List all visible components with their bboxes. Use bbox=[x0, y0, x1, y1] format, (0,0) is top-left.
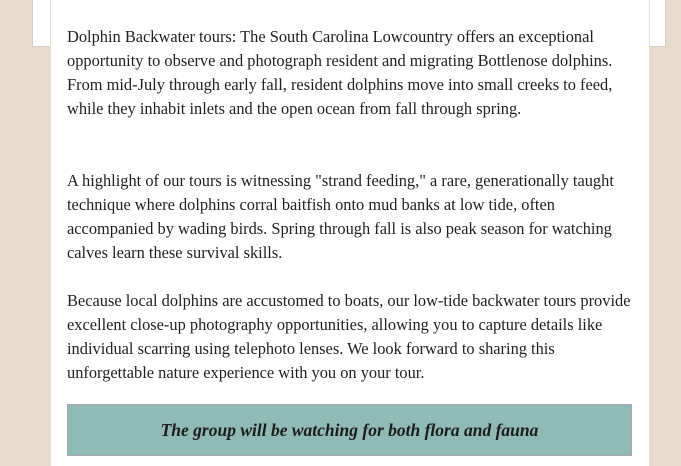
photography-paragraph: Because local dolphins are accustomed to boats, our low-tide backwater tours provide excellent close-up photography opportunities, allowing you to capture details like individual scarring using telephoto lenses. We look forward to sharing this unforgettable nature experience with you on your tour. bbox=[67, 291, 631, 382]
intro-paragraph: Dolphin Backwater tours: The South Carolina Lowcountry offers an exceptional opportunity to observe and photograph resident and migrating Bottlenose dolphins. From mid-July through early fall, resident dolphins move into small creeks to feed, while they inhabit inlets and the open ocean from fall through spring. bbox=[67, 27, 613, 118]
callout-banner-text: The group will be watching for both flora and fauna bbox=[160, 419, 539, 440]
callout-banner bbox=[67, 404, 632, 456]
strand-feeding-paragraph: A highlight of our tours is witnessing "strand feeding," a rare, generationally taught technique where dolphins corral baitfish onto mud banks at low tide, often accompanied by wading birds. Spring through fall is also peak season for watching calves learn these survival skills. bbox=[67, 171, 614, 262]
